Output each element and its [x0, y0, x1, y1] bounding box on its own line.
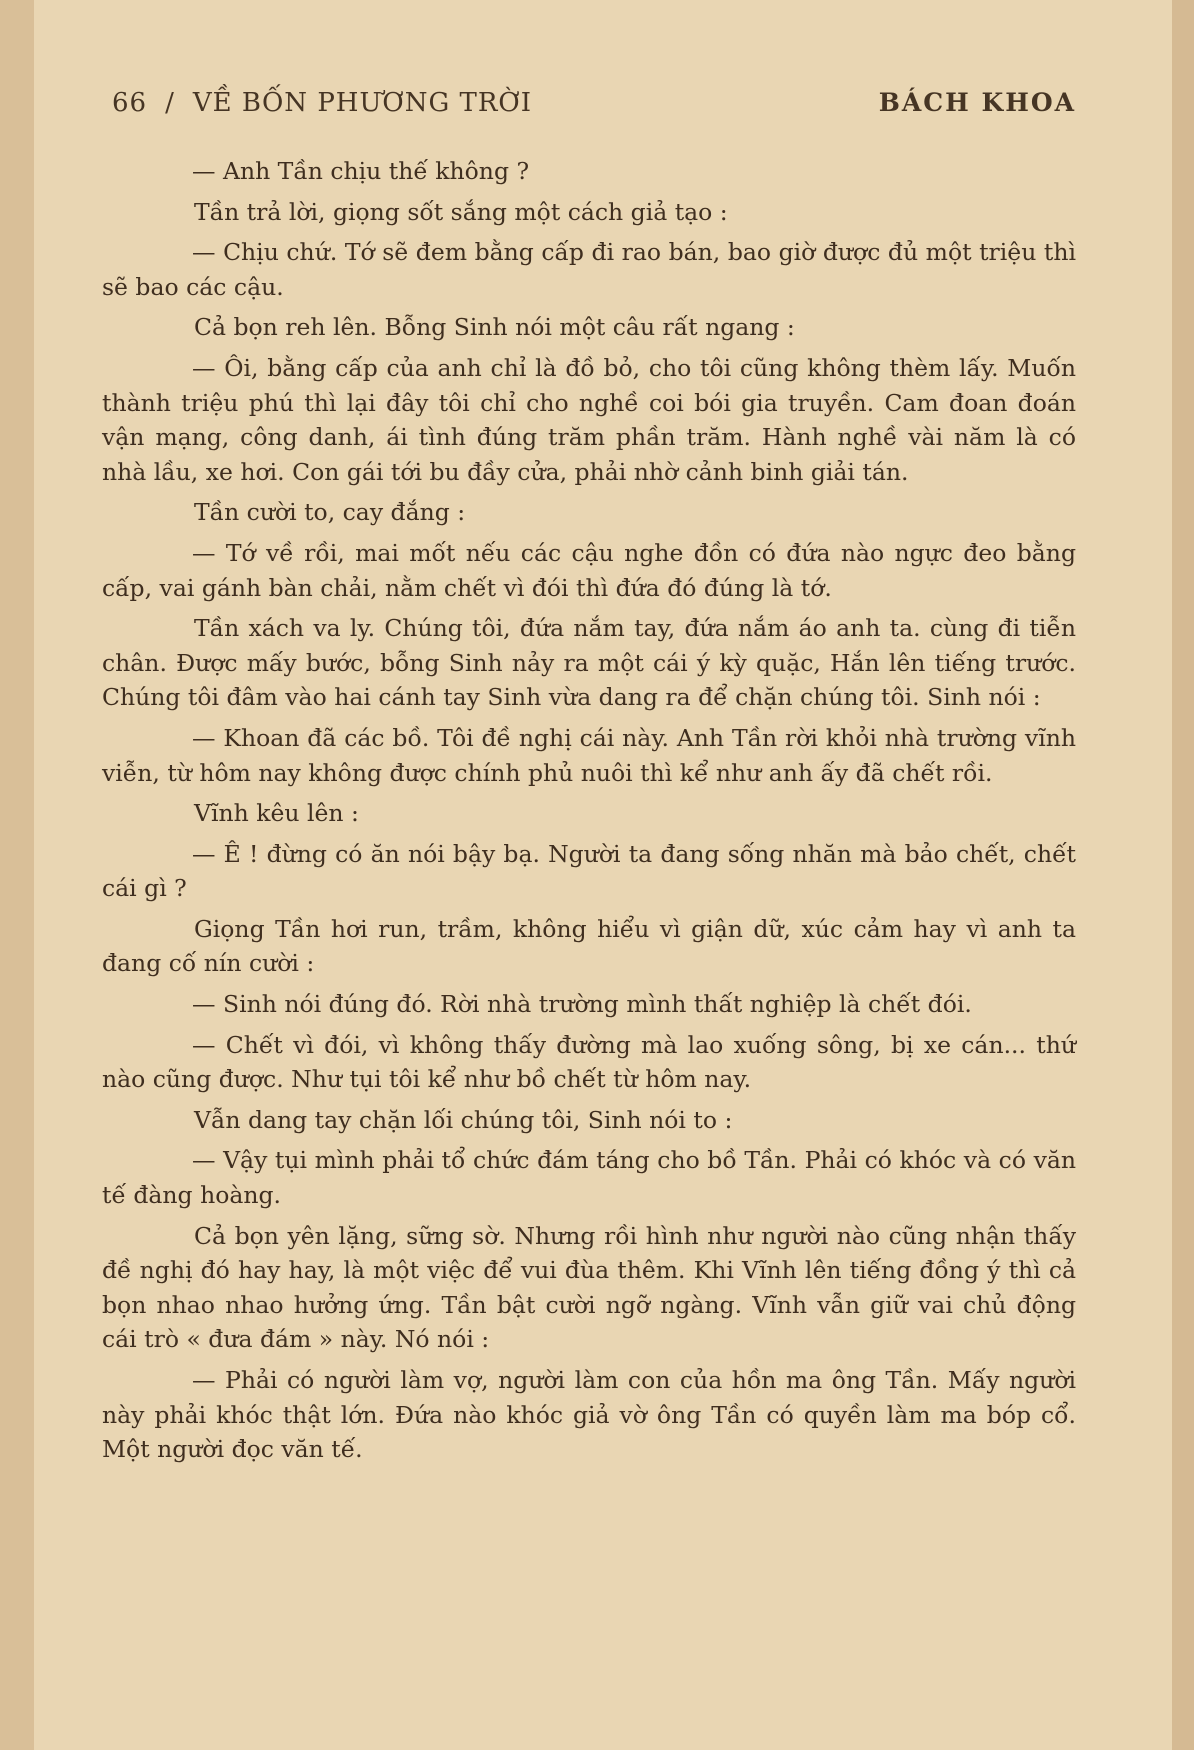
article-body — [102, 154, 1076, 1467]
paragraph: Vẫn dang tay chặn lối chúng tôi, Sinh nói to : — [194, 1105, 733, 1134]
paragraph: Giọng Tần hơi run, trầm, không hiểu vì giận dữ, xúc cảm hay vì anh ta đang cố nín cười : — [102, 914, 1076, 978]
paragraph: Cả bọn reh lên. Bỗng Sinh nói một câu rất ngang : — [194, 313, 795, 342]
running-header — [112, 88, 1076, 132]
paragraph: — Tớ về rồi, mai mốt nếu các cậu nghe đồn có đứa nào ngực đeo bằng cấp, vai gánh bàn chải, nằm chết vì đói thì đứa đó đúng là tớ. — [102, 538, 1076, 602]
page-edge-right — [1172, 0, 1194, 1750]
paragraph: Tần trả lời, giọng sốt sắng một cách giả tạo : — [194, 197, 728, 226]
paragraph: Cả bọn yên lặng, sững sờ. Nhưng rồi hình như người nào cũng nhận thấy đề nghị đó hay hay, là một việc để vui đùa thêm. Khi Vĩnh lên tiếng đồng ý thì cả bọn nhao nhao hưởng ứng. Tần bật cười ngỡ ngàng. Vĩnh vẫn giữ vai chủ động cái trò « đưa đám » này. Nó nói : — [102, 1221, 1076, 1354]
paragraph: — Phải có người làm vợ, người làm con của hồn ma ông Tần. Mấy người này phải khóc thật lớn. Đứa nào khóc giả vờ ông Tần có quyền làm ma bóp cổ. Một người đọc văn tế. — [102, 1366, 1076, 1464]
paragraph: Tần cười to, cay đắng : — [194, 498, 466, 527]
header-separator: / — [165, 88, 175, 118]
page-number: 66 — [112, 88, 148, 118]
paragraph: — Anh Tần chịu thế không ? — [192, 157, 530, 185]
paragraph: — Ôi, bằng cấp của anh chỉ là đồ bỏ, cho tôi cũng không thèm lấy. Muốn thành triệu phú thì lại đây tôi chỉ cho nghề coi bói gia truyền. Cam đoan đoán vận mạng, công danh, ái tình đúng trăm phần trăm. Hành nghề vài năm là có nhà lầu, xe hơi. Con gái tới bu đầy cửa, phải nhờ cảnh binh giải tán. — [102, 353, 1076, 486]
paragraph: — Chết vì đói, vì không thấy đường mà lao xuống sông, bị xe cán... thứ nào cũng được. Như tụi tôi kể như bồ chết từ hôm nay. — [102, 1030, 1076, 1094]
section-title: VỀ BỐN PHƯƠNG TRỜI — [192, 88, 532, 118]
page-edge-left — [0, 0, 34, 1750]
paragraph: — Vậy tụi mình phải tổ chức đám táng cho bồ Tần. Phải có khóc và có văn tế đàng hoàng. — [102, 1146, 1076, 1210]
paragraph: Vĩnh kêu lên : — [194, 799, 359, 828]
paragraph: — Khoan đã các bồ. Tôi đề nghị cái này. Anh Tần rời khỏi nhà trường vĩnh viễn, từ hôm nay không được chính phủ nuôi thì kể như anh ấy đã chết rồi. — [102, 723, 1076, 787]
paragraph: — Sinh nói đúng đó. Rời nhà trường mình thất nghiệp là chết đói. — [192, 990, 972, 1019]
paragraph: — Ê ! đừng có ăn nói bậy bạ. Người ta đang sống nhăn mà bảo chết, chết cái gì ? — [102, 839, 1076, 903]
paragraph: — Chịu chứ. Tớ sẽ đem bằng cấp đi rao bán, bao giờ được đủ một triệu thì sẽ bao các cậu. — [102, 238, 1076, 301]
magazine-name: BÁCH KHOA — [878, 88, 1076, 117]
paragraph: Tần xách va ly. Chúng tôi, đứa nắm tay, đứa nắm áo anh ta. cùng đi tiễn chân. Được mấy bước, bỗng Sinh nảy ra một cái ý kỳ quặc, Hắn lên tiếng trước. Chúng tôi đâm vào hai cánh tay Sinh vừa dang ra để chặn chúng tôi. Sinh nói : — [102, 614, 1076, 712]
header-left — [112, 88, 532, 118]
